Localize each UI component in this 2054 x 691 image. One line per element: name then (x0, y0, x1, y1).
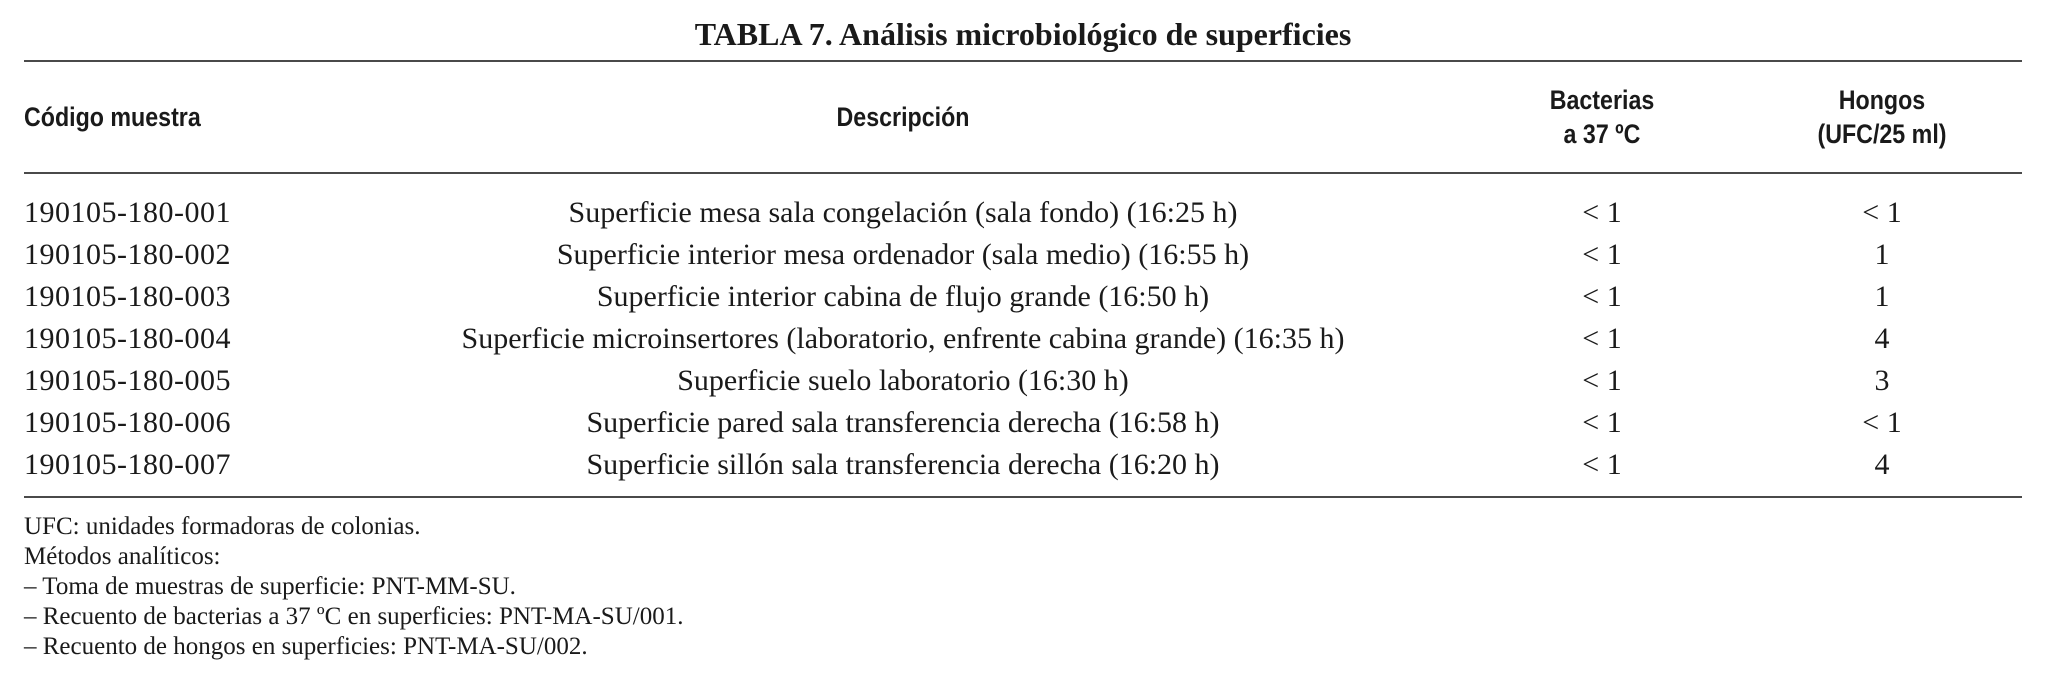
note-line: – Recuento de hongos en superficies: PNT-MA-SU/002. (24, 633, 588, 660)
cell-bacteria: < 1 (1582, 364, 1622, 397)
table-body (24, 174, 2022, 496)
table-figure (24, 0, 2022, 662)
cell-code: 190105-180-005 (24, 364, 231, 397)
note-line: – Toma de muestras de superficie: PNT-MM-SU. (24, 573, 516, 600)
cell-bacteria: < 1 (1582, 406, 1622, 439)
table-row (24, 402, 2022, 444)
table-row (24, 444, 2022, 496)
cell-description: Superficie interior cabina de flujo grande (16:50 h) (596, 280, 1210, 313)
header-fungi (1762, 62, 2003, 172)
cell-description: Superficie pared sala transferencia derecha (16:58 h) (586, 406, 1220, 439)
header-description: Descripción (836, 102, 970, 132)
bottom-rule (24, 496, 2022, 498)
cell-bacteria: < 1 (1582, 238, 1622, 271)
table-row (24, 174, 2022, 234)
cell-description: Superficie sillón sala transferencia derecha (16:20 h) (586, 448, 1220, 481)
cell-fungi: 4 (1874, 322, 1890, 355)
note-line: – Recuento de bacterias a 37 ºC en superficies: PNT-MA-SU/001. (24, 603, 684, 630)
header-bacteria-line2: a 37 ºC (1563, 119, 1641, 149)
cell-code: 190105-180-006 (24, 406, 231, 439)
cell-bacteria: < 1 (1582, 448, 1622, 481)
cell-code: 190105-180-001 (24, 196, 231, 229)
cell-bacteria: < 1 (1582, 280, 1622, 313)
cell-code: 190105-180-003 (24, 280, 231, 313)
cell-code: 190105-180-007 (24, 448, 231, 481)
cell-bacteria: < 1 (1582, 322, 1622, 355)
cell-fungi: 3 (1874, 364, 1890, 397)
header-fungi-line2: (UFC/25 ml) (1817, 119, 1947, 149)
note-line: Métodos analíticos: (24, 543, 221, 570)
cell-fungi: 1 (1874, 238, 1890, 271)
table-header (24, 62, 2022, 174)
cell-code: 190105-180-002 (24, 238, 231, 271)
cell-description: Superficie interior mesa ordenador (sala medio) (16:55 h) (556, 238, 1250, 271)
table-row (24, 276, 2022, 318)
cell-code: 190105-180-004 (24, 322, 231, 355)
header-bacteria (1482, 62, 1723, 172)
cell-fungi: < 1 (1862, 196, 1902, 229)
table-notes (24, 512, 2022, 662)
header-row (24, 62, 2022, 172)
table-row (24, 360, 2022, 402)
table-title: TABLA 7. Análisis microbiológico de superficies (694, 16, 1352, 52)
cell-fungi: 4 (1874, 448, 1890, 481)
table-row (24, 318, 2022, 360)
table-row (24, 234, 2022, 276)
header-code: Código muestra (24, 102, 201, 132)
cell-bacteria: < 1 (1582, 196, 1622, 229)
cell-description: Superficie suelo laboratorio (16:30 h) (677, 364, 1129, 397)
cell-description: Superficie mesa sala congelación (sala fondo) (16:25 h) (568, 196, 1238, 229)
cell-description: Superficie microinsertores (laboratorio, enfrente cabina grande) (16:35 h) (461, 322, 1345, 355)
data-table (24, 62, 2022, 496)
cell-fungi: < 1 (1862, 406, 1902, 439)
header-bacteria-line1: Bacterias (1549, 85, 1655, 115)
header-fungi-line1: Hongos (1838, 85, 1926, 115)
note-line: UFC: unidades formadoras de colonias. (24, 513, 421, 540)
cell-fungi: 1 (1874, 280, 1890, 313)
